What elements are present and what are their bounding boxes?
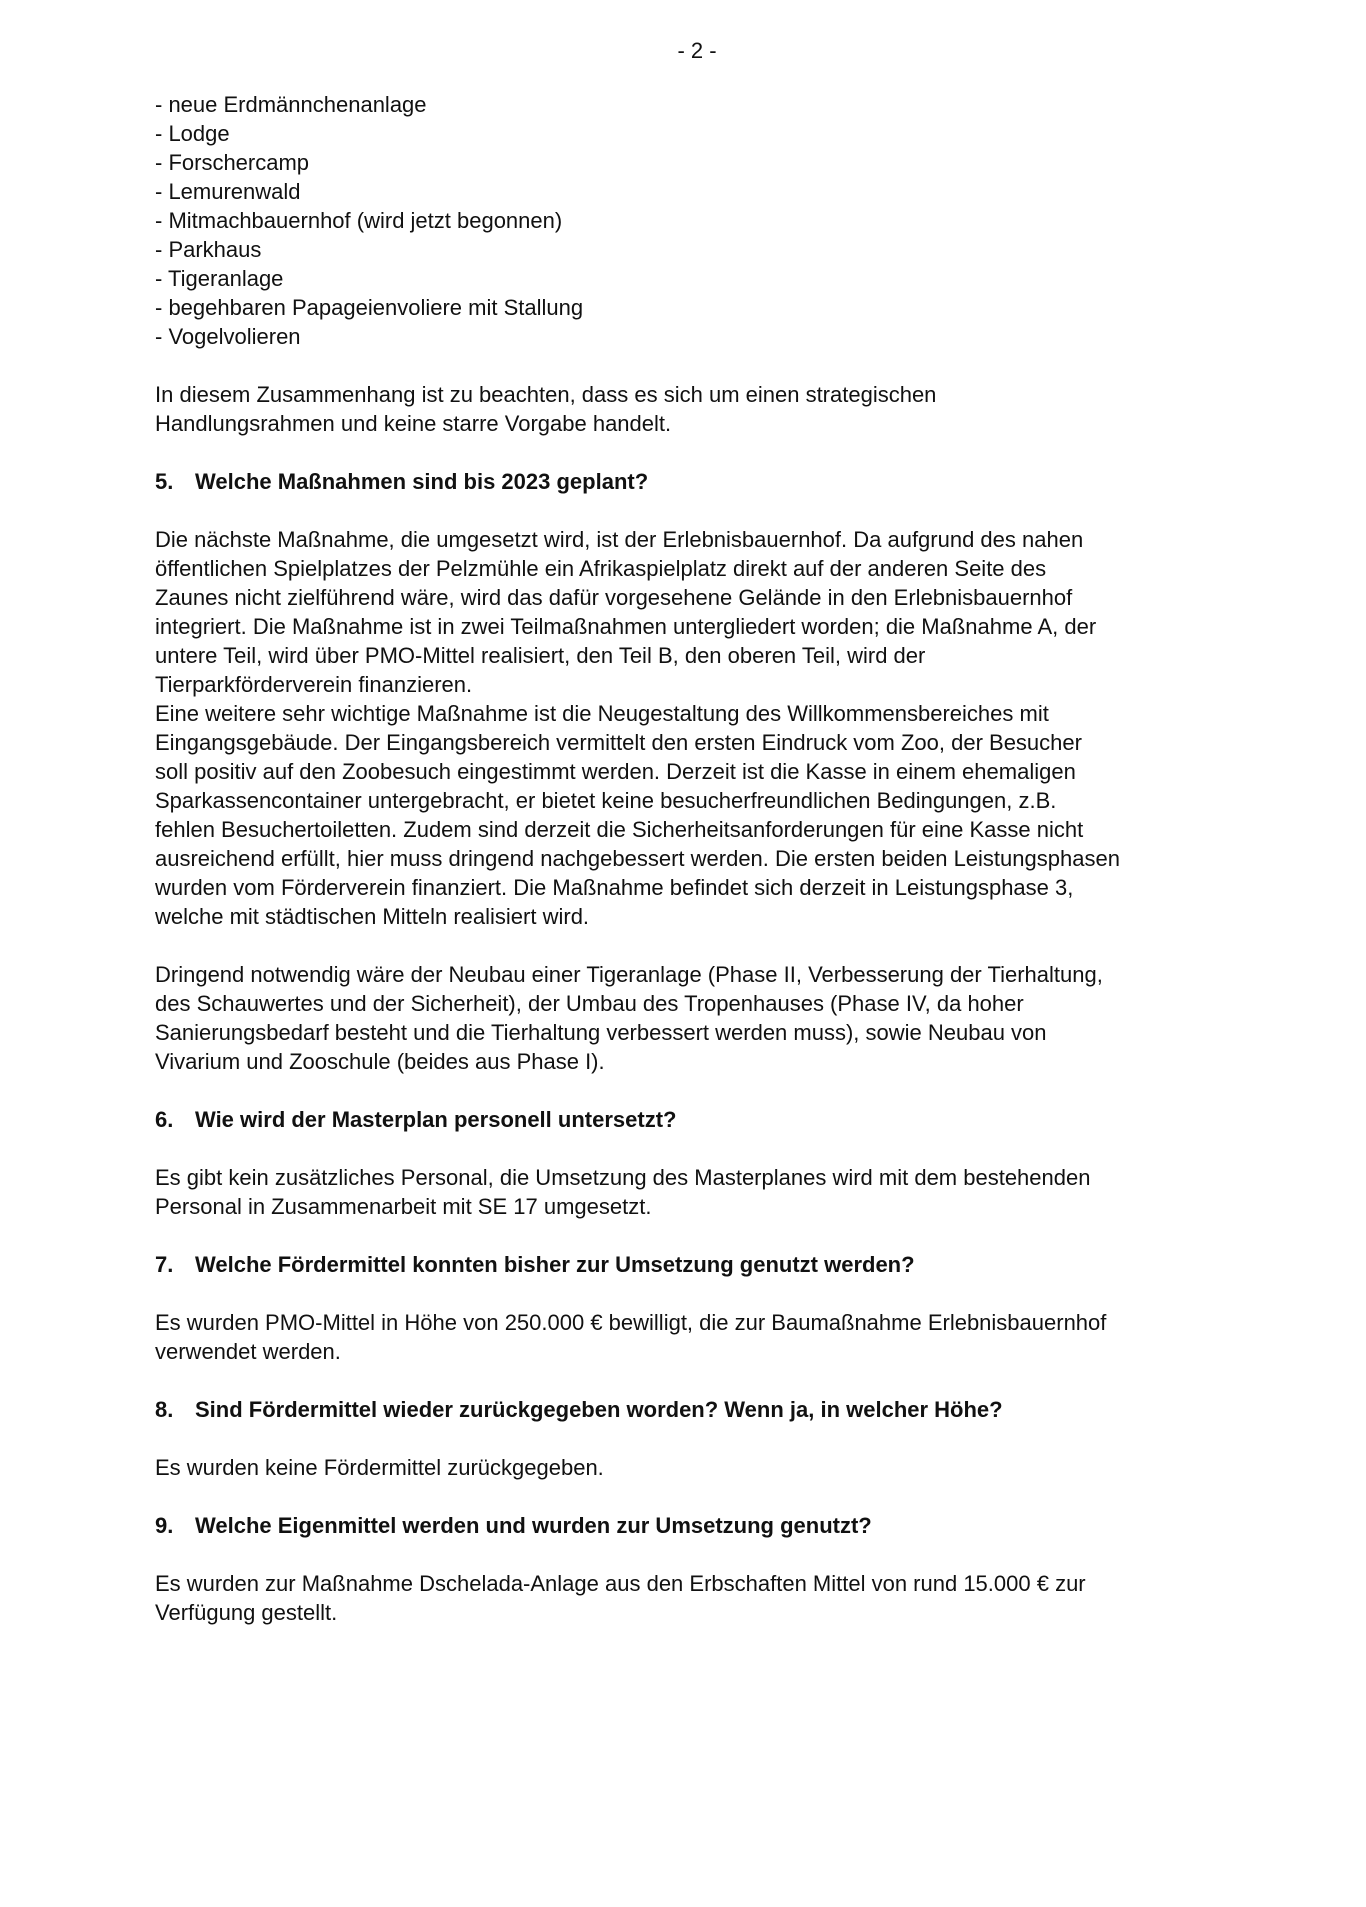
section-5-paragraph-3	[155, 960, 1265, 1076]
spacer	[155, 351, 1265, 380]
text-line: Dringend notwendig wäre der Neubau einer Tigeranlage (Phase II, Verbesserung der Tierhaltung,	[155, 962, 1103, 987]
section-5-paragraph-1	[155, 525, 1265, 699]
text-line: welche mit städtischen Mitteln realisiert wird.	[155, 904, 590, 929]
text-line: Personal in Zusammenarbeit mit SE 17 umgesetzt.	[155, 1194, 652, 1219]
section-heading-8	[155, 1395, 1265, 1424]
spacer	[155, 1366, 1265, 1395]
section-number: 8.	[155, 1397, 174, 1422]
section-7-paragraph	[155, 1308, 1265, 1366]
text-line: Es wurden zur Maßnahme Dschelada-Anlage aus den Erbschaften Mittel von rund 15.000 € zur	[155, 1571, 1086, 1596]
text-line: Eingangsgebäude. Der Eingangsbereich vermittelt den ersten Eindruck vom Zoo, der Besucher	[155, 730, 1082, 755]
spacer	[155, 1076, 1265, 1105]
section-heading-7	[155, 1250, 1265, 1279]
text-line: Es wurden PMO-Mittel in Höhe von 250.000 € bewilligt, die zur Baumaßnahme Erlebnisbauernhof	[155, 1310, 1107, 1335]
list-item: - Lodge	[155, 121, 230, 146]
spacer	[155, 1482, 1265, 1511]
section-5-paragraph-2	[155, 699, 1265, 931]
text-line: ausreichend erfüllt, hier muss dringend nachgebessert werden. Die ersten beiden Leistungsphasen	[155, 846, 1120, 871]
list-item: - Mitmachbauernhof (wird jetzt begonnen)	[155, 208, 563, 233]
section-title: Welche Maßnahmen sind bis 2023 geplant?	[195, 469, 649, 494]
section-heading-5	[155, 467, 1265, 496]
section-6-paragraph	[155, 1163, 1265, 1221]
page-number: - 2 -	[677, 38, 717, 63]
text-line: des Schauwertes und der Sicherheit), der Umbau des Tropenhauses (Phase IV, da hoher	[155, 991, 1024, 1016]
section-heading-6	[155, 1105, 1265, 1134]
text-line: Eine weitere sehr wichtige Maßnahme ist die Neugestaltung des Willkommensbereiches mit	[155, 701, 1049, 726]
text-line: öffentlichen Spielplatzes der Pelzmühle ein Afrikaspielplatz direkt auf der anderen Seite des	[155, 556, 1047, 581]
section-8-paragraph	[155, 1453, 1265, 1482]
section-number: 5.	[155, 469, 174, 494]
section-heading-9	[155, 1511, 1265, 1540]
text-line: Sanierungsbedarf besteht und die Tierhaltung verbessert werden muss), sowie Neubau von	[155, 1020, 1047, 1045]
section-number: 9.	[155, 1513, 174, 1538]
text-line: verwendet werden.	[155, 1339, 341, 1364]
section-title: Welche Fördermittel konnten bisher zur Umsetzung genutzt werden?	[195, 1252, 915, 1277]
text-line: wurden vom Förderverein finanziert. Die Maßnahme befindet sich derzeit in Leistungsphase 3,	[155, 875, 1074, 900]
text-line: Sparkassencontainer untergebracht, er bietet keine besucherfreundlichen Bedingungen, z.B.	[155, 788, 1057, 813]
text-line: soll positiv auf den Zoobesuch eingestimmt werden. Derzeit ist die Kasse in einem ehemaligen	[155, 759, 1076, 784]
document-body	[155, 90, 1265, 1627]
text-line: Vivarium und Zooschule (beides aus Phase I).	[155, 1049, 605, 1074]
list-item: - Forschercamp	[155, 150, 310, 175]
text-line: Zaunes nicht zielführend wäre, wird das dafür vorgesehene Gelände in den Erlebnisbauernhof	[155, 585, 1073, 610]
spacer	[155, 438, 1265, 467]
list-item: - Parkhaus	[155, 237, 262, 262]
list-item: - neue Erdmännchenanlage	[155, 92, 427, 117]
text-line: Die nächste Maßnahme, die umgesetzt wird, ist der Erlebnisbauernhof. Da aufgrund des nahen	[155, 527, 1084, 552]
spacer	[155, 1134, 1265, 1163]
list-item: - Lemurenwald	[155, 179, 301, 204]
text-line: In diesem Zusammenhang ist zu beachten, dass es sich um einen strategischen	[155, 382, 937, 407]
spacer	[155, 1424, 1265, 1453]
spacer	[155, 1540, 1265, 1569]
measures-list	[155, 90, 1265, 351]
text-line: Es gibt kein zusätzliches Personal, die Umsetzung des Masterplanes wird mit dem bestehenden	[155, 1165, 1091, 1190]
text-line: Verfügung gestellt.	[155, 1600, 338, 1625]
section-number: 7.	[155, 1252, 174, 1277]
section-title: Sind Fördermittel wieder zurückgegeben worden? Wenn ja, in welcher Höhe?	[195, 1397, 1003, 1422]
text-line: untere Teil, wird über PMO-Mittel realisiert, den Teil B, den oberen Teil, wird der	[155, 643, 926, 668]
list-item: - begehbaren Papageienvoliere mit Stallung	[155, 295, 584, 320]
text-line: integriert. Die Maßnahme ist in zwei Teilmaßnahmen untergliedert worden; die Maßnahme A, der	[155, 614, 1097, 639]
list-item: - Vogelvolieren	[155, 324, 301, 349]
spacer	[155, 1279, 1265, 1308]
intro-paragraph	[155, 380, 1265, 438]
list-item: - Tigeranlage	[155, 266, 284, 291]
spacer	[155, 931, 1265, 960]
text-line: Es wurden keine Fördermittel zurückgegeben.	[155, 1455, 604, 1480]
spacer	[155, 1221, 1265, 1250]
section-title: Wie wird der Masterplan personell untersetzt?	[195, 1107, 677, 1132]
text-line: fehlen Besuchertoiletten. Zudem sind derzeit die Sicherheitsanforderungen für eine Kasse nicht	[155, 817, 1084, 842]
spacer	[155, 496, 1265, 525]
text-line: Tierparkförderverein finanzieren.	[155, 672, 473, 697]
section-9-paragraph	[155, 1569, 1265, 1627]
section-number: 6.	[155, 1107, 174, 1132]
section-title: Welche Eigenmittel werden und wurden zur Umsetzung genutzt?	[195, 1513, 872, 1538]
text-line: Handlungsrahmen und keine starre Vorgabe handelt.	[155, 411, 672, 436]
